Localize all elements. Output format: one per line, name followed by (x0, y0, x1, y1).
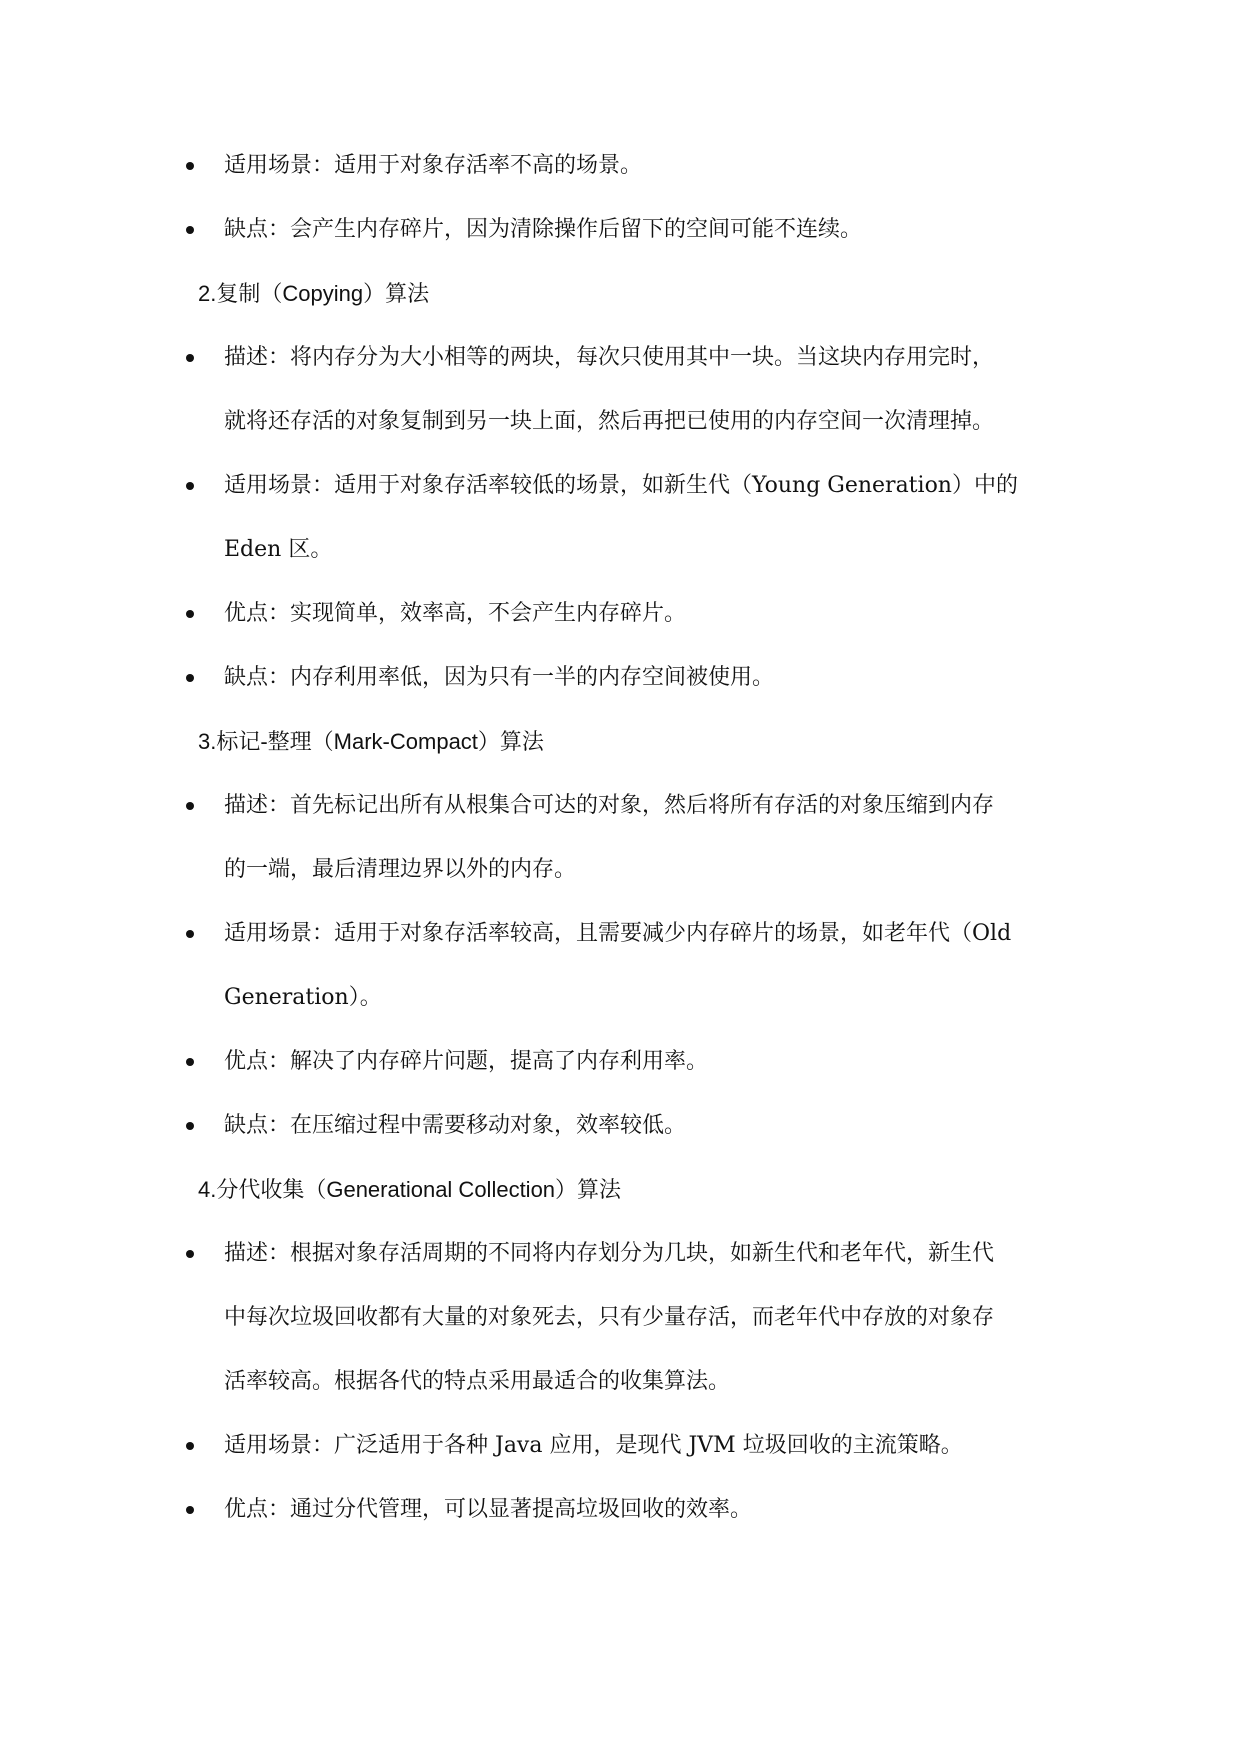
list-item-text: 优点：通过分代管理，可以显著提高垃圾回收的效率。 (224, 1497, 753, 1522)
bullet-icon (186, 226, 194, 234)
section-heading-text: 3.标记-整理（Mark-Compact）算法 (198, 729, 544, 754)
section-heading-text: 2.复制（Copying）算法 (198, 281, 430, 306)
list-item-text: 缺点：内存利用率低，因为只有一半的内存空间被使用。 (224, 665, 775, 690)
list-item-text: 描述：根据对象存活周期的不同将内存划分为几块，如新生代和老年代，新生代 (224, 1241, 995, 1266)
bullet-icon (186, 930, 194, 938)
bullet-icon (186, 354, 194, 362)
list-item-text: 的一端，最后清理边界以外的内存。 (224, 857, 577, 882)
list-item-text: 中每次垃圾回收都有大量的对象死去，只有少量存活，而老年代中存放的对象存 (224, 1305, 995, 1330)
list-item-text: 适用场景：适用于对象存活率较低的场景，如新生代（Young Generation）中的 (224, 473, 1018, 498)
list-item-text: 描述：首先标记出所有从根集合可达的对象，然后将所有存活的对象压缩到内存 (224, 793, 995, 818)
list-item-text: 适用场景：适用于对象存活率较高，且需要减少内存碎片的场景，如老年代（Old (224, 921, 1012, 946)
list-item-text: Generation）。 (224, 985, 382, 1010)
list-item-text: 适用场景：适用于对象存活率不高的场景。 (224, 153, 643, 178)
bullet-icon (186, 1058, 194, 1066)
bullet-icon (186, 1250, 194, 1258)
bullet-icon (186, 674, 194, 682)
bullet-icon (186, 610, 194, 618)
list-item-text: 缺点：会产生内存碎片，因为清除操作后留下的空间可能不连续。 (224, 217, 863, 242)
bullet-icon (186, 802, 194, 810)
section-heading-text: 4.分代收集（Generational Collection）算法 (198, 1177, 622, 1202)
list-item-text: 描述：将内存分为大小相等的两块，每次只使用其中一块。当这块内存用完时， (224, 345, 995, 370)
list-item-text: 适用场景：广泛适用于各种 Java 应用，是现代 JVM 垃圾回收的主流策略。 (224, 1433, 963, 1458)
list-item-text: 优点：实现简单，效率高，不会产生内存碎片。 (224, 601, 687, 626)
bullet-icon (186, 1122, 194, 1130)
list-item-text: 就将还存活的对象复制到另一块上面，然后再把已使用的内存空间一次清理掉。 (224, 409, 995, 434)
bullet-icon (186, 1506, 194, 1514)
bullet-icon (186, 162, 194, 170)
list-item-text: 活率较高。根据各代的特点采用最适合的收集算法。 (224, 1369, 731, 1394)
list-item-text: 优点：解决了内存碎片问题，提高了内存利用率。 (224, 1049, 709, 1074)
list-item-text: 缺点：在压缩过程中需要移动对象，效率较低。 (224, 1113, 687, 1138)
list-item-text: Eden 区。 (224, 537, 333, 562)
bullet-icon (186, 1442, 194, 1450)
bullet-icon (186, 482, 194, 490)
